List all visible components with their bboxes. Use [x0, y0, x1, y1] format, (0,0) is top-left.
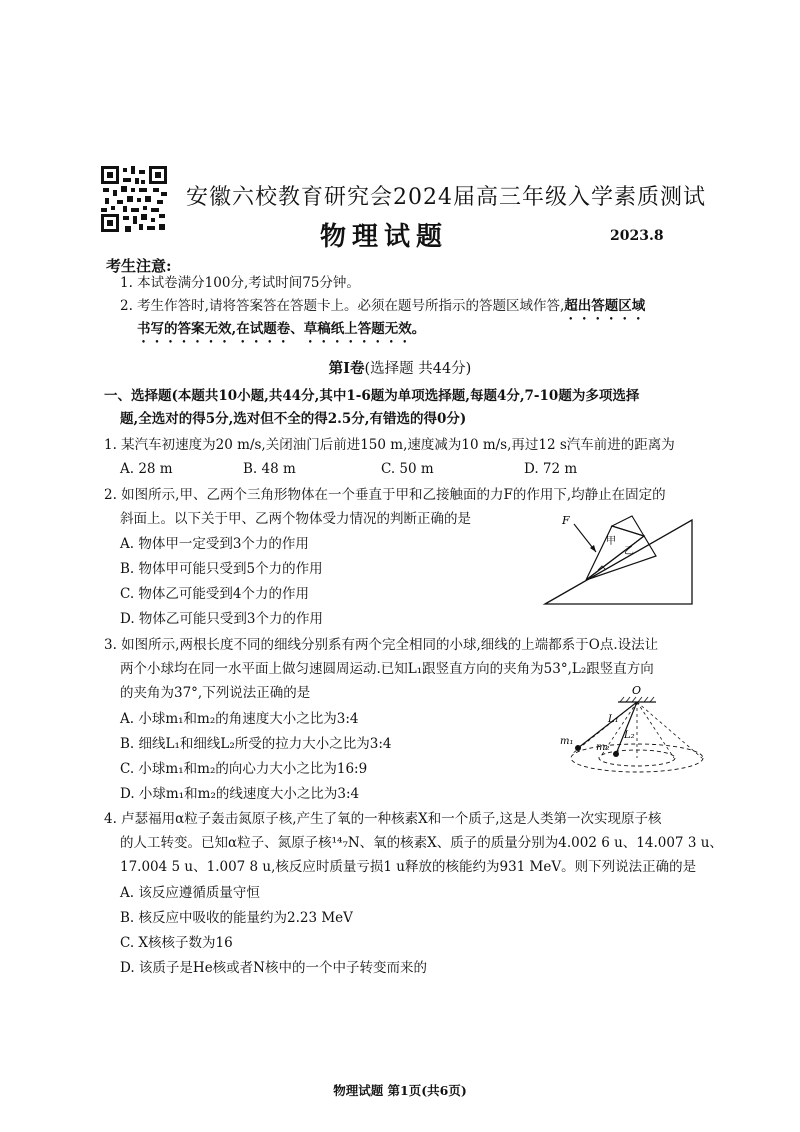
notice-heading: 考生注意: [106, 257, 172, 275]
q2-option-a: A. 物体甲一定受到3个力的作用 [120, 536, 309, 552]
exam-date: 2023.8 [610, 228, 664, 244]
notice-item-1: 1. 本试卷满分100分,考试时间75分钟。 [120, 275, 360, 291]
q3-stem-line-1: 3. 如图所示,两根长度不同的细线分别系有两个完全相同的小球,细线的上端都系于O点.设法让 [104, 637, 659, 653]
q4-option-d: D. 该质子是He核或者N核中的一个中子转变而来的 [120, 960, 427, 976]
q2-stem-line-1: 2. 如图所示,甲、乙两个三角形物体在一个垂直于甲和乙接触面的力F的作用下,均静止在固定的 [104, 487, 666, 503]
q3-stem-line-2: 两个小球均在同一水平面上做匀速圆周运动.已知L₁跟竖直方向的夹角为53°,L₂跟竖直方向 [120, 661, 654, 677]
q4-stem-line-2: 的人工转变。已知α粒子、氮原子核¹⁴₇N、氧的核素X、质子的质量分别为4.002 6 u、14.007 3 u、 [120, 835, 723, 851]
q4-stem-line-1: 4. 卢瑟福用α粒子轰击氮原子核,产生了氧的一种核素X和一个质子,这是人类第一次实现原子核 [104, 811, 662, 827]
q3-stem-line-3: 的夹角为37°,下列说法正确的是 [120, 685, 311, 701]
q3-option-b: B. 细线L₁和细线L₂所受的拉力大小之比为3:4 [120, 736, 392, 752]
notice-item-2-cont: 书写的答案无效,在试题卷、草稿纸上答题无效。 [137, 321, 426, 337]
q2-incline-figure [540, 508, 700, 608]
q2-option-d: D. 物体乙可能只受到3个力的作用 [120, 611, 324, 627]
q4-stem-line-3: 17.004 5 u、1.007 8 u,核反应时质量亏损1 u释放的核能约为931 MeV。则下列说法正确的是 [120, 859, 697, 875]
q1-option-c: C. 50 m [381, 461, 434, 477]
section-instructions-line-2: 题,全选对的得5分,选对但不全的得2.5分,有错选的得0分) [120, 411, 467, 427]
section-title-main: 第Ⅰ卷 [328, 360, 365, 377]
notice-item-2-text: 2. 考生作答时,请将答案答在答题卡上。必须在题号所指示的答题区域作答, [120, 298, 565, 314]
exam-title: 安徽六校教育研究会2024届高三年级入学素质测试 [186, 185, 706, 210]
string-l1-label: L₁ [608, 714, 619, 725]
subject-title: 物理试题 [320, 222, 449, 252]
force-label: F [562, 514, 570, 527]
page-footer: 物理试题 第1页(共6页) [333, 1083, 467, 1098]
q3-option-a: A. 小球m₁和m₂的角速度大小之比为3:4 [120, 711, 359, 727]
q2-option-c: C. 物体乙可能受到4个力的作用 [120, 586, 310, 602]
section-title-sub: (选择题 共44分) [364, 361, 472, 377]
q2-stem-line-2: 斜面上。以下关于甲、乙两个物体受力情况的判断正确的是 [120, 511, 471, 527]
string-l2-label: L₂ [624, 730, 635, 741]
q1-option-a: A. 28 m [120, 461, 173, 477]
ball-m1-label: m₁ [560, 736, 574, 747]
section-title [0, 357, 800, 378]
section-instructions-line-1: 一、选择题(本题共10小题,共44分,其中1-6题为单项选择题,每题4分,7-10题为多项选择 [104, 388, 640, 404]
q4-option-a: A. 该反应遵循质量守恒 [120, 885, 260, 901]
q4-option-b: B. 核反应中吸收的能量约为2.23 MeV [120, 910, 353, 926]
ball-m2-label: m₂ [596, 742, 610, 753]
block-jia-label: 甲 [606, 536, 616, 547]
q3-option-c: C. 小球m₁和m₂的向心力大小之比为16:9 [120, 761, 368, 777]
q3-option-d: D. 小球m₁和m₂的线速度大小之比为3:4 [120, 786, 360, 802]
block-yi-label: 乙 [624, 546, 634, 557]
q4-option-c: C. X核核子数为16 [120, 935, 233, 951]
q1-option-b: B. 48 m [243, 461, 296, 477]
point-o-label: O [632, 684, 642, 697]
ball-m1 [575, 745, 581, 751]
ball-m2 [613, 751, 619, 757]
qr-code-icon [101, 166, 167, 232]
q3-pendulum-figure [560, 682, 710, 794]
q1-stem: 1. 某汽车初速度为20 m/s,关闭油门后前进150 m,速度减为10 m/s,再过12 s汽车前进的距离为 [104, 437, 675, 453]
q2-option-b: B. 物体甲可能只受到5个力的作用 [120, 561, 323, 577]
q1-option-d: D. 72 m [524, 461, 578, 477]
notice-item-2-emphasis: 超出答题区域 [564, 298, 646, 314]
incline-shape [545, 520, 692, 604]
